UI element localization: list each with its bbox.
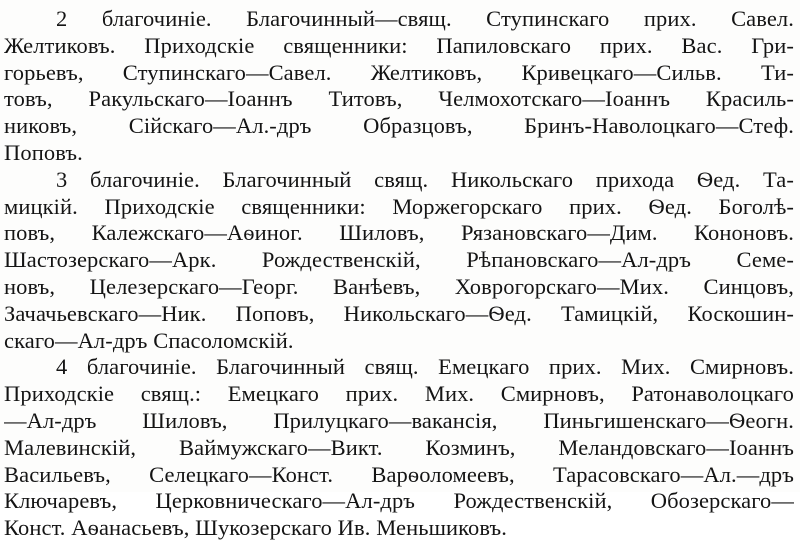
text-line: Васильевъ, Селецкаго—Конст. Варѳоломеевъ, Тарасовскаго—Ал.—дръ (4, 461, 794, 487)
text-line: мицкій. Приходскіе священники: Моржегорскаго прих. Ѳед. Боголѣ- (4, 193, 794, 219)
text-line: горьевъ, Ступинскаго—Савел. Желтиковъ, Кривецкаго—Сильв. Ти- (4, 59, 794, 85)
text-line: Ключаревъ, Церковническаго—Ал-дръ Рождественскій, Обозерскаго— (4, 488, 794, 514)
text-line: Зачачьевскаго—Ник. Поповъ, Никольскаго—Ѳед. Тамицкій, Коскошин- (4, 300, 794, 326)
text-line: повъ, Калежскаго—Аѳиног. Шиловъ, Рязановскаго—Дим. Кононовъ. (4, 220, 794, 246)
text-line: 2 благочиніе. Благочинный—свящ. Ступинскаго прих. Савел. (56, 6, 794, 31)
text-line: никовъ, Сійскаго—Ал.-дръ Образцовъ, Бринъ-Наволоцкаго—Стеф. (4, 113, 794, 139)
text-line: Малевинскій, Ваймужскаго—Викт. Козминъ, Меландовскаго—Іоаннъ (4, 434, 794, 460)
text-line: —Ал-дръ Шиловъ, Прилуцкаго—вакансія, Пиньгишенскаго—Ѳеогн. (4, 407, 794, 433)
text-line: Шастозерскаго—Арк. Рождественскій, Рѣпановскаго—Ал-дръ Семе- (4, 247, 794, 273)
text-line: новъ, Целезерскаго—Георг. Ванѣевъ, Ховрогорскаго—Мих. Синцовъ, (4, 273, 794, 299)
text-line: 4 благочиніе. Благочинный свящ. Емецкаго прих. Мих. Смирновъ. (56, 354, 794, 380)
text-line: скаго—Ал-дръ Спасоломскій. (4, 327, 294, 353)
text-body (4, 6, 794, 542)
text-line: Желтиковъ. Приходскіе священники: Папиловскаго прих. Вас. Гри- (4, 32, 794, 58)
text-line: товъ, Ракульскаго—Іоаннъ Титовъ, Челмохотскаго—Іоаннъ Красиль- (4, 86, 794, 112)
text-line: 3 благочиніе. Благочинный свящ. Никольскаго прихода Ѳед. Та- (56, 166, 794, 192)
text-line: Конст. Аѳанасьевъ, Шукозерскаго Ив. Меньшиковъ. (4, 515, 508, 541)
text-line: Поповъ. (4, 139, 83, 165)
text-line: Приходскіе свящ.: Емецкаго прих. Мих. Смирновъ, Ратонаволоцкаго (4, 381, 794, 407)
